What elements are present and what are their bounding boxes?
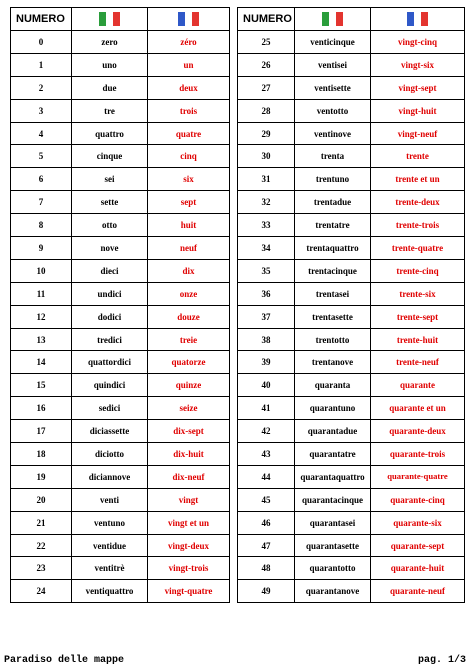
french-word-cell: six xyxy=(148,168,230,191)
number-cell: 37 xyxy=(238,305,295,328)
italian-word-cell: ventotto xyxy=(295,99,371,122)
french-word-cell: quarante-quatre xyxy=(371,465,465,488)
number-cell: 26 xyxy=(238,53,295,76)
italian-word-cell: quarantasei xyxy=(295,511,371,534)
french-word-cell: un xyxy=(148,53,230,76)
french-word-cell: dix xyxy=(148,259,230,282)
italian-flag-icon xyxy=(99,12,121,26)
table-row xyxy=(11,53,230,76)
italian-word-cell: quarantatre xyxy=(295,443,371,466)
table-row xyxy=(238,99,465,122)
number-cell: 33 xyxy=(238,214,295,237)
number-cell: 49 xyxy=(238,580,295,603)
table-row xyxy=(238,488,465,511)
table-row xyxy=(11,305,230,328)
table-row xyxy=(11,328,230,351)
number-cell: 20 xyxy=(11,488,72,511)
number-cell: 18 xyxy=(11,443,72,466)
italian-word-cell: sette xyxy=(72,191,148,214)
french-word-cell: quarante-deux xyxy=(371,420,465,443)
italian-word-cell: cinque xyxy=(72,145,148,168)
french-word-cell: trente-deux xyxy=(371,191,465,214)
table-row xyxy=(11,397,230,420)
french-word-cell: trente-sept xyxy=(371,305,465,328)
table-row xyxy=(11,76,230,99)
table-row xyxy=(238,420,465,443)
table-row xyxy=(238,122,465,145)
table-row xyxy=(238,282,465,305)
number-cell: 11 xyxy=(11,282,72,305)
italian-word-cell: trentotto xyxy=(295,328,371,351)
italian-word-cell: trentaquattro xyxy=(295,237,371,260)
number-cell: 43 xyxy=(238,443,295,466)
table-row xyxy=(11,214,230,237)
italian-word-cell: uno xyxy=(72,53,148,76)
french-word-cell: sept xyxy=(148,191,230,214)
italian-word-cell: ventiquattro xyxy=(72,580,148,603)
number-cell: 45 xyxy=(238,488,295,511)
number-cell: 5 xyxy=(11,145,72,168)
table-row xyxy=(11,351,230,374)
italian-word-cell: quarantotto xyxy=(295,557,371,580)
french-word-cell: vingt-neuf xyxy=(371,122,465,145)
table-row xyxy=(238,465,465,488)
french-word-cell: trente-cinq xyxy=(371,259,465,282)
number-cell: 2 xyxy=(11,76,72,99)
number-cell: 14 xyxy=(11,351,72,374)
french-word-cell: vingt-trois xyxy=(148,557,230,580)
italian-word-cell: quattro xyxy=(72,122,148,145)
number-cell: 48 xyxy=(238,557,295,580)
table-row xyxy=(238,305,465,328)
french-column-header xyxy=(148,8,230,31)
french-word-cell: zéro xyxy=(148,31,230,54)
table-header-row xyxy=(238,8,465,31)
french-word-cell: douze xyxy=(148,305,230,328)
french-word-cell: seize xyxy=(148,397,230,420)
number-cell: 17 xyxy=(11,420,72,443)
number-cell: 7 xyxy=(11,191,72,214)
number-cell: 23 xyxy=(11,557,72,580)
number-cell: 44 xyxy=(238,465,295,488)
number-cell: 32 xyxy=(238,191,295,214)
french-word-cell: dix-neuf xyxy=(148,465,230,488)
italian-word-cell: quarantaquattro xyxy=(295,465,371,488)
italian-word-cell: trentatre xyxy=(295,214,371,237)
table-row xyxy=(238,511,465,534)
number-cell: 15 xyxy=(11,374,72,397)
french-word-cell: cinq xyxy=(148,145,230,168)
french-word-cell: vingt xyxy=(148,488,230,511)
italian-word-cell: due xyxy=(72,76,148,99)
french-word-cell: trente-huit xyxy=(371,328,465,351)
table-row xyxy=(238,237,465,260)
french-word-cell: treie xyxy=(148,328,230,351)
french-word-cell: quarante-huit xyxy=(371,557,465,580)
italian-word-cell: diciotto xyxy=(72,443,148,466)
italian-word-cell: ventidue xyxy=(72,534,148,557)
italian-word-cell: diciannove xyxy=(72,465,148,488)
french-word-cell: quarante-sept xyxy=(371,534,465,557)
french-word-cell: vingt-quatre xyxy=(148,580,230,603)
numero-header: NUMERO xyxy=(11,8,72,31)
table-row xyxy=(238,328,465,351)
number-cell: 16 xyxy=(11,397,72,420)
number-cell: 9 xyxy=(11,237,72,260)
french-flag-icon xyxy=(407,12,429,26)
table-row xyxy=(238,580,465,603)
number-cell: 0 xyxy=(11,31,72,54)
table-row xyxy=(238,214,465,237)
french-word-cell: dix-huit xyxy=(148,443,230,466)
italian-word-cell: ventisette xyxy=(295,76,371,99)
italian-word-cell: diciassette xyxy=(72,420,148,443)
number-cell: 35 xyxy=(238,259,295,282)
italian-word-cell: venticinque xyxy=(295,31,371,54)
french-word-cell: quarante-trois xyxy=(371,443,465,466)
french-word-cell: deux xyxy=(148,76,230,99)
table-row xyxy=(11,420,230,443)
italian-word-cell: trentadue xyxy=(295,191,371,214)
italian-word-cell: trentasette xyxy=(295,305,371,328)
table-row xyxy=(11,282,230,305)
french-word-cell: vingt-huit xyxy=(371,99,465,122)
number-cell: 25 xyxy=(238,31,295,54)
table-row xyxy=(238,145,465,168)
table-row xyxy=(11,465,230,488)
french-flag-icon xyxy=(178,12,200,26)
table-row xyxy=(11,122,230,145)
number-cell: 1 xyxy=(11,53,72,76)
number-cell: 36 xyxy=(238,282,295,305)
number-cell: 19 xyxy=(11,465,72,488)
italian-word-cell: ventinove xyxy=(295,122,371,145)
italian-word-cell: trentuno xyxy=(295,168,371,191)
number-cell: 21 xyxy=(11,511,72,534)
table-row xyxy=(11,374,230,397)
table-row xyxy=(11,557,230,580)
french-word-cell: trente xyxy=(371,145,465,168)
italian-word-cell: tre xyxy=(72,99,148,122)
italian-word-cell: quarantuno xyxy=(295,397,371,420)
italian-column-header xyxy=(295,8,371,31)
table-row xyxy=(11,99,230,122)
french-word-cell: onze xyxy=(148,282,230,305)
french-word-cell: quarante-cinq xyxy=(371,488,465,511)
number-cell: 8 xyxy=(11,214,72,237)
french-word-cell: vingt-six xyxy=(371,53,465,76)
french-word-cell: quarante-neuf xyxy=(371,580,465,603)
italian-word-cell: trentanove xyxy=(295,351,371,374)
table-row xyxy=(11,511,230,534)
number-cell: 24 xyxy=(11,580,72,603)
table-row xyxy=(238,351,465,374)
number-cell: 46 xyxy=(238,511,295,534)
table-row xyxy=(238,168,465,191)
table-row xyxy=(238,397,465,420)
french-word-cell: trente et un xyxy=(371,168,465,191)
number-cell: 6 xyxy=(11,168,72,191)
italian-word-cell: quarantanove xyxy=(295,580,371,603)
table-row xyxy=(11,191,230,214)
table-row xyxy=(238,53,465,76)
table-row xyxy=(11,145,230,168)
italian-word-cell: zero xyxy=(72,31,148,54)
table-row xyxy=(11,237,230,260)
italian-word-cell: quindici xyxy=(72,374,148,397)
french-word-cell: trente-quatre xyxy=(371,237,465,260)
table-row xyxy=(11,31,230,54)
table-row xyxy=(238,259,465,282)
number-cell: 47 xyxy=(238,534,295,557)
italian-word-cell: undici xyxy=(72,282,148,305)
french-word-cell: trente-neuf xyxy=(371,351,465,374)
italian-word-cell: nove xyxy=(72,237,148,260)
french-word-cell: quarante xyxy=(371,374,465,397)
french-word-cell: quarante-six xyxy=(371,511,465,534)
french-word-cell: vingt-cinq xyxy=(371,31,465,54)
number-cell: 10 xyxy=(11,259,72,282)
numbers-table-left xyxy=(10,7,230,603)
french-word-cell: dix-sept xyxy=(148,420,230,443)
table-row xyxy=(238,76,465,99)
italian-column-header xyxy=(72,8,148,31)
french-word-cell: quatre xyxy=(148,122,230,145)
french-word-cell: trente-trois xyxy=(371,214,465,237)
table-header-row xyxy=(11,8,230,31)
italian-flag-icon xyxy=(322,12,344,26)
italian-word-cell: quattordici xyxy=(72,351,148,374)
table-row xyxy=(238,557,465,580)
number-cell: 29 xyxy=(238,122,295,145)
table-row xyxy=(238,443,465,466)
french-word-cell: vingt et un xyxy=(148,511,230,534)
number-cell: 42 xyxy=(238,420,295,443)
table-row xyxy=(11,534,230,557)
page-number: pag. 1/3 xyxy=(417,655,466,666)
number-cell: 12 xyxy=(11,305,72,328)
table-row xyxy=(238,374,465,397)
french-word-cell: quarante et un xyxy=(371,397,465,420)
table-body-right xyxy=(238,31,465,603)
numero-header: NUMERO xyxy=(238,8,295,31)
number-cell: 38 xyxy=(238,328,295,351)
number-cell: 13 xyxy=(11,328,72,351)
number-cell: 39 xyxy=(238,351,295,374)
italian-word-cell: dieci xyxy=(72,259,148,282)
italian-word-cell: venti xyxy=(72,488,148,511)
italian-word-cell: ventitrè xyxy=(72,557,148,580)
table-row xyxy=(11,259,230,282)
table-body-left xyxy=(11,31,230,603)
footer-source: Paradiso delle mappe xyxy=(4,655,125,666)
italian-word-cell: dodici xyxy=(72,305,148,328)
french-word-cell: huit xyxy=(148,214,230,237)
table-row xyxy=(238,31,465,54)
numbers-table-right xyxy=(237,7,465,603)
table-row xyxy=(238,191,465,214)
italian-word-cell: ventuno xyxy=(72,511,148,534)
french-word-cell: vingt-sept xyxy=(371,76,465,99)
french-word-cell: quatorze xyxy=(148,351,230,374)
italian-word-cell: quaranta xyxy=(295,374,371,397)
number-cell: 40 xyxy=(238,374,295,397)
french-column-header xyxy=(371,8,465,31)
number-cell: 41 xyxy=(238,397,295,420)
number-cell: 4 xyxy=(11,122,72,145)
italian-word-cell: sei xyxy=(72,168,148,191)
number-cell: 31 xyxy=(238,168,295,191)
table-row xyxy=(11,488,230,511)
french-word-cell: trois xyxy=(148,99,230,122)
italian-word-cell: otto xyxy=(72,214,148,237)
italian-word-cell: quarantacinque xyxy=(295,488,371,511)
italian-word-cell: quarantadue xyxy=(295,420,371,443)
table-row xyxy=(11,168,230,191)
italian-word-cell: quarantasette xyxy=(295,534,371,557)
italian-word-cell: trenta xyxy=(295,145,371,168)
number-cell: 28 xyxy=(238,99,295,122)
table-row xyxy=(11,443,230,466)
table-row xyxy=(238,534,465,557)
italian-word-cell: ventisei xyxy=(295,53,371,76)
italian-word-cell: tredici xyxy=(72,328,148,351)
number-cell: 3 xyxy=(11,99,72,122)
french-word-cell: quinze xyxy=(148,374,230,397)
italian-word-cell: sedici xyxy=(72,397,148,420)
french-word-cell: trente-six xyxy=(371,282,465,305)
table-row xyxy=(11,580,230,603)
number-cell: 34 xyxy=(238,237,295,260)
italian-word-cell: trentacinque xyxy=(295,259,371,282)
number-cell: 30 xyxy=(238,145,295,168)
number-cell: 27 xyxy=(238,76,295,99)
number-cell: 22 xyxy=(11,534,72,557)
french-word-cell: neuf xyxy=(148,237,230,260)
italian-word-cell: trentasei xyxy=(295,282,371,305)
french-word-cell: vingt-deux xyxy=(148,534,230,557)
